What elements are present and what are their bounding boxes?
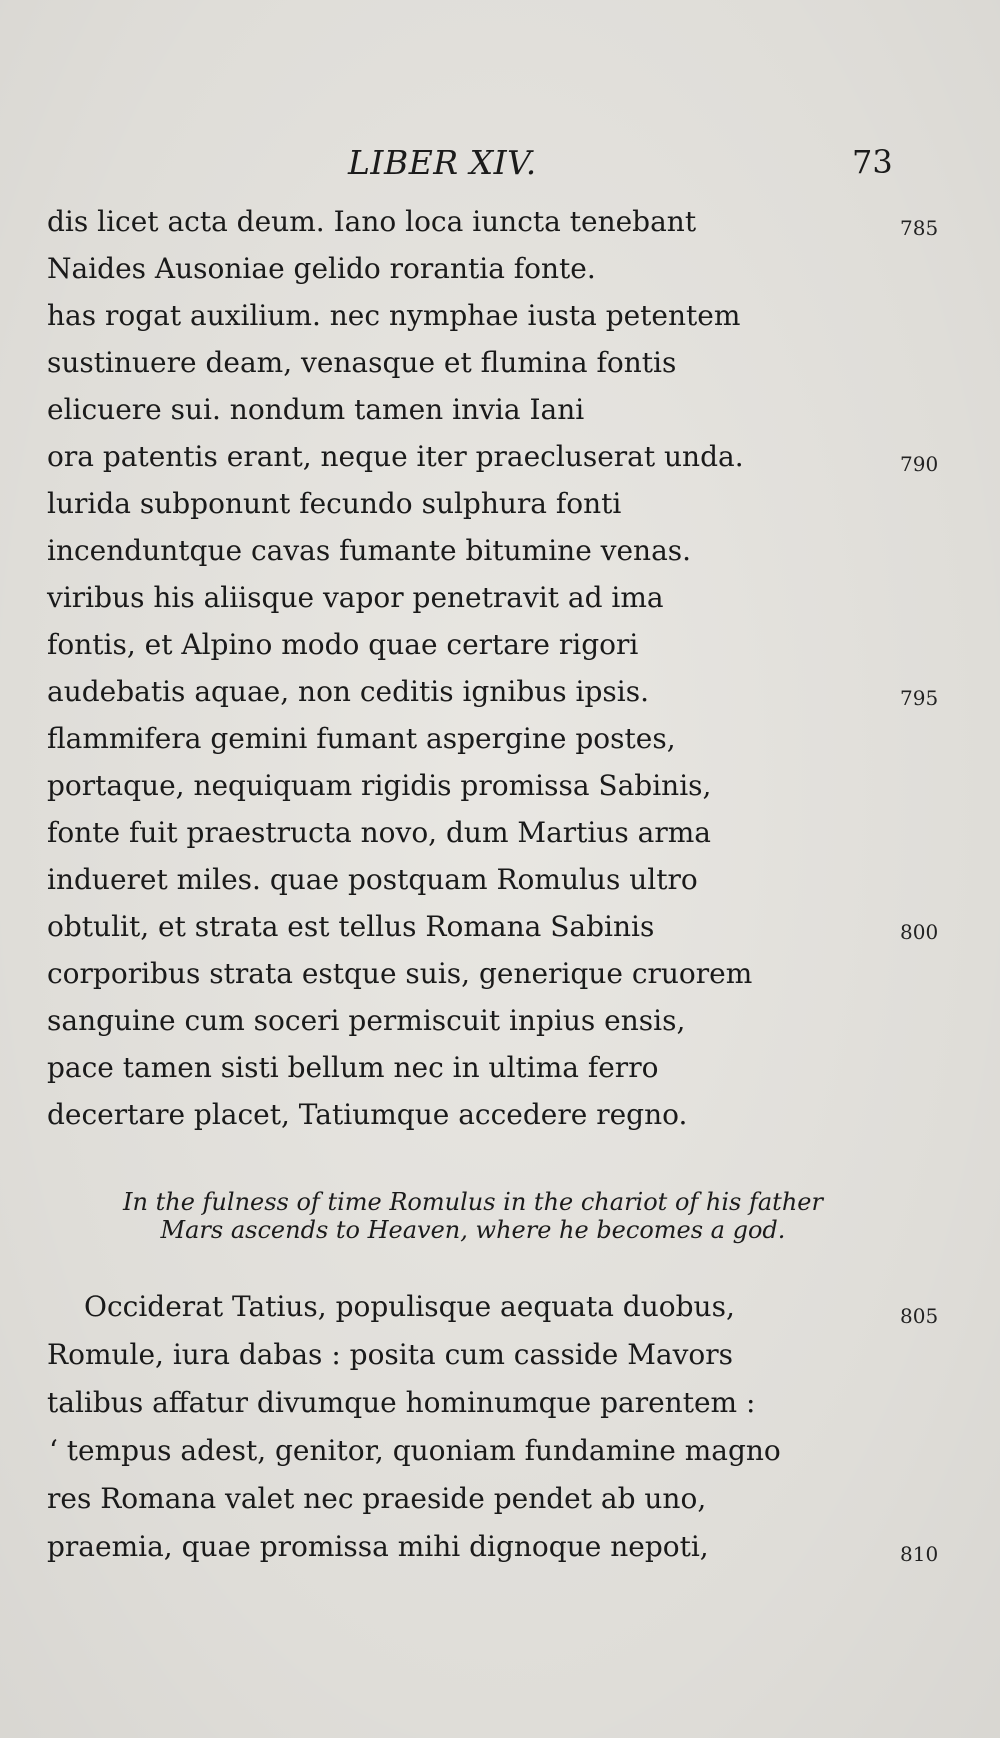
verse-line: incenduntque cavas fumante bitumine venas. (47, 534, 692, 567)
verse-line: talibus affatur divumque hominumque parentem : (47, 1386, 756, 1419)
verse-line: pace tamen sisti bellum nec in ultima ferro (47, 1051, 659, 1084)
verse-line: ‘ tempus adest, genitor, quoniam fundamine magno (49, 1434, 781, 1467)
verse-line: fonte fuit praestructa novo, dum Martius arma (47, 816, 711, 849)
verse-line: obtulit, et strata est tellus Romana Sabinis (47, 910, 655, 943)
verse-line: portaque, nequiquam rigidis promissa Sabinis, (47, 769, 712, 802)
line-number-785: 785 (900, 216, 939, 240)
line-number-790: 790 (900, 452, 939, 476)
line-number-805: 805 (900, 1304, 939, 1328)
verse-line: Romule, iura dabas : posita cum casside Mavors (47, 1338, 734, 1371)
section-summary (48, 1188, 898, 1244)
verse-line: Naides Ausoniae gelido rorantia fonte. (47, 252, 596, 285)
verse-line: viribus his aliisque vapor penetravit ad ima (47, 581, 664, 614)
verse-line: audebatis aquae, non ceditis ignibus ipsis. (47, 675, 650, 708)
verse-line: elicuere sui. nondum tamen invia Iani (47, 393, 585, 426)
verse-line: dis licet acta deum. Iano loca iuncta tenebant (47, 205, 697, 238)
verse-line: fontis, et Alpino modo quae certare rigori (47, 628, 639, 661)
line-number-795: 795 (900, 686, 939, 710)
verse-line: decertare placet, Tatiumque accedere regno. (47, 1098, 688, 1131)
verse-line: corporibus strata estque suis, generique cruorem (47, 957, 753, 990)
verse-line: flammifera gemini fumant aspergine postes, (47, 722, 676, 755)
verse-line: res Romana valet nec praeside pendet ab uno, (47, 1482, 707, 1515)
verse-line: sustinuere deam, venasque et flumina fontis (47, 346, 677, 379)
verse-line: indueret miles. quae postquam Romulus ultro (47, 863, 698, 896)
summary-line-1: In the fulness of time Romulus in the chariot of his father (123, 1188, 823, 1216)
line-number-800: 800 (900, 920, 939, 944)
line-number-810: 810 (900, 1542, 939, 1566)
page-number: 73 (852, 143, 893, 181)
verse-line: Occiderat Tatius, populisque aequata duobus, (84, 1290, 735, 1323)
verse-line: sanguine cum soceri permiscuit inpius ensis, (47, 1004, 686, 1037)
verse-line: praemia, quae promissa mihi dignoque nepoti, (47, 1530, 709, 1563)
running-head: LIBER XIV. (348, 143, 537, 182)
summary-line-2: Mars ascends to Heaven, where he becomes a god. (160, 1216, 786, 1245)
verse-line: has rogat auxilium. nec nymphae iusta petentem (47, 299, 741, 332)
verse-line: ora patentis erant, neque iter praecluserat unda. (47, 440, 744, 473)
verse-line: lurida subponunt fecundo sulphura fonti (47, 487, 622, 520)
